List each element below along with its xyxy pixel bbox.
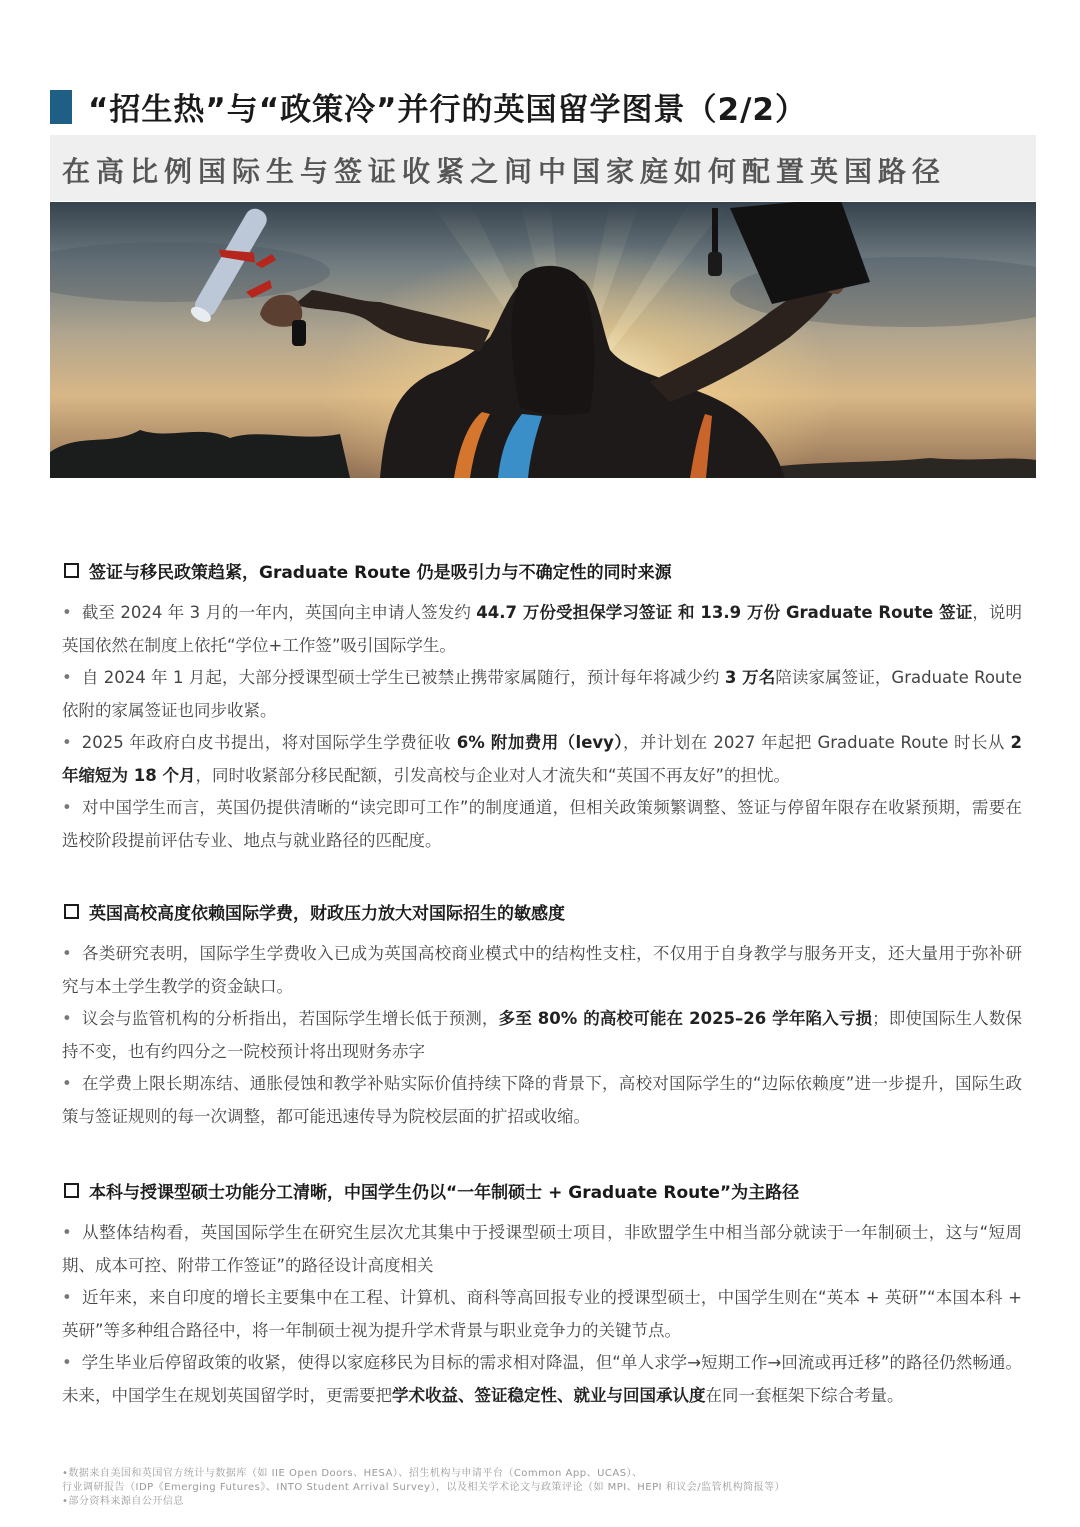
- section-heading: [62, 558, 1022, 583]
- page-title: “招生热”与“政策冷”并行的英国留学图景（2/2）: [88, 92, 807, 128]
- footnote-line: •部分资料来源自公开信息: [62, 1496, 184, 1507]
- list-item: • 学生毕业后停留政策的收紧，使得以家庭移民为目标的需求相对降温，但“单人求学→短期工作→回流或再迁移”的路径仍然畅通。未来，中国学生在规划英国留学时，更需要把学术收益、签证稳定性、就业与回国承认度在同一套框架下综合考量。: [62, 1353, 1022, 1405]
- checkbox-bullet-icon: [64, 563, 79, 578]
- list-item: • 截至 2024 年 3 月的一年内，英国向主申请人签发约 44.7 万份受担保学习签证 和 13.9 万份 Graduate Route 签证，说明英国依然在制度上依托“学位+工作签”吸引国际学生。: [62, 603, 1022, 655]
- list-item: • 各类研究表明，国际学生学费收入已成为英国高校商业模式中的结构性支柱，不仅用于自身教学与服务开支，还大量用于弥补研究与本土学生教学的资金缺口。: [62, 944, 1022, 996]
- checkbox-bullet-icon: [64, 904, 79, 919]
- section-heading-text: 本科与授课型硕士功能分工清晰，中国学生仍以“一年制硕士 + Graduate Route”为主路径: [89, 1183, 800, 1203]
- hero-image: [50, 202, 1036, 478]
- checkbox-bullet-icon: [64, 1183, 79, 1198]
- section-visa-policy: [62, 558, 1022, 857]
- graduate-silhouette-sunset-photo: [50, 202, 1036, 478]
- list-item: • 自 2024 年 1 月起，大部分授课型硕士学生已被禁止携带家属随行，预计每年将减少约 3 万名陪读家属签证，Graduate Route 依附的家属签证也同步收紧。: [62, 668, 1022, 720]
- footnote-line: •数据来自美国和英国官方统计与数据库（如 IIE Open Doors、HESA）、招生机构与申请平台（Common App、UCAS）、: [62, 1468, 643, 1479]
- list-item: • 在学费上限长期冻结、通胀侵蚀和教学补贴实际价值持续下降的背景下，高校对国际学生的“边际依赖度”进一步提升，国际生政策与签证规则的每一次调整，都可能迅速传导为院校层面的扩招或收缩。: [62, 1074, 1022, 1126]
- section-heading: [62, 899, 1022, 924]
- footnote-line: 行业调研报告（IDP《Emerging Futures》、INTO Student Arrival Survey），以及相关学术论文与政策评论（如 MPI、HEPI 和议会/监管机构简报等）: [62, 1482, 786, 1493]
- section-heading: [62, 1178, 1022, 1203]
- footnotes: [62, 1467, 1022, 1509]
- list-item: • 对中国学生而言，英国仍提供清晰的“读完即可工作”的制度通道，但相关政策频繁调整、签证与停留年限存在收紧预期，需要在选校阶段提前评估专业、地点与就业路径的匹配度。: [62, 798, 1022, 850]
- list-item: • 近年来，来自印度的增长主要集中在工程、计算机、商科等高回报专业的授课型硕士，中国学生则在“英本 + 英研”“本国本科 + 英研”等多种组合路径中，将一年制硕士视为提升学术背景与职业竞争力的关键节点。: [62, 1288, 1022, 1340]
- list-item: • 从整体结构看，英国国际学生在研究生层次尤其集中于授课型硕士项目，非欧盟学生中相当部分就读于一年制硕士，这与“短周期、成本可控、附带工作签证”的路径设计高度相关: [62, 1223, 1022, 1275]
- section-heading-text: 英国高校高度依赖国际学费，财政压力放大对国际招生的敏感度: [89, 904, 565, 924]
- section-heading-text: 签证与移民政策趋紧，Graduate Route 仍是吸引力与不确定性的同时来源: [89, 563, 672, 583]
- title-accent-bar: [50, 90, 72, 124]
- list-item: • 议会与监管机构的分析指出，若国际学生增长低于预测，多至 80% 的高校可能在 2025–26 学年陷入亏损；即使国际生人数保持不变，也有约四分之一院校预计将出现财务赤字: [62, 1009, 1023, 1061]
- section-university-finance: [62, 899, 1022, 1133]
- section-degree-pathways: [62, 1178, 1022, 1412]
- page-subtitle: 在高比例国际生与签证收紧之间中国家庭如何配置英国路径: [62, 155, 947, 188]
- list-item: • 2025 年政府白皮书提出，将对国际学生学费征收 6% 附加费用（levy），并计划在 2027 年起把 Graduate Route 时长从 2 年缩短为 18 个月，同时收紧部分移民配额，引发高校与企业对人才流失和“英国不再友好”的担忧。: [62, 733, 1022, 785]
